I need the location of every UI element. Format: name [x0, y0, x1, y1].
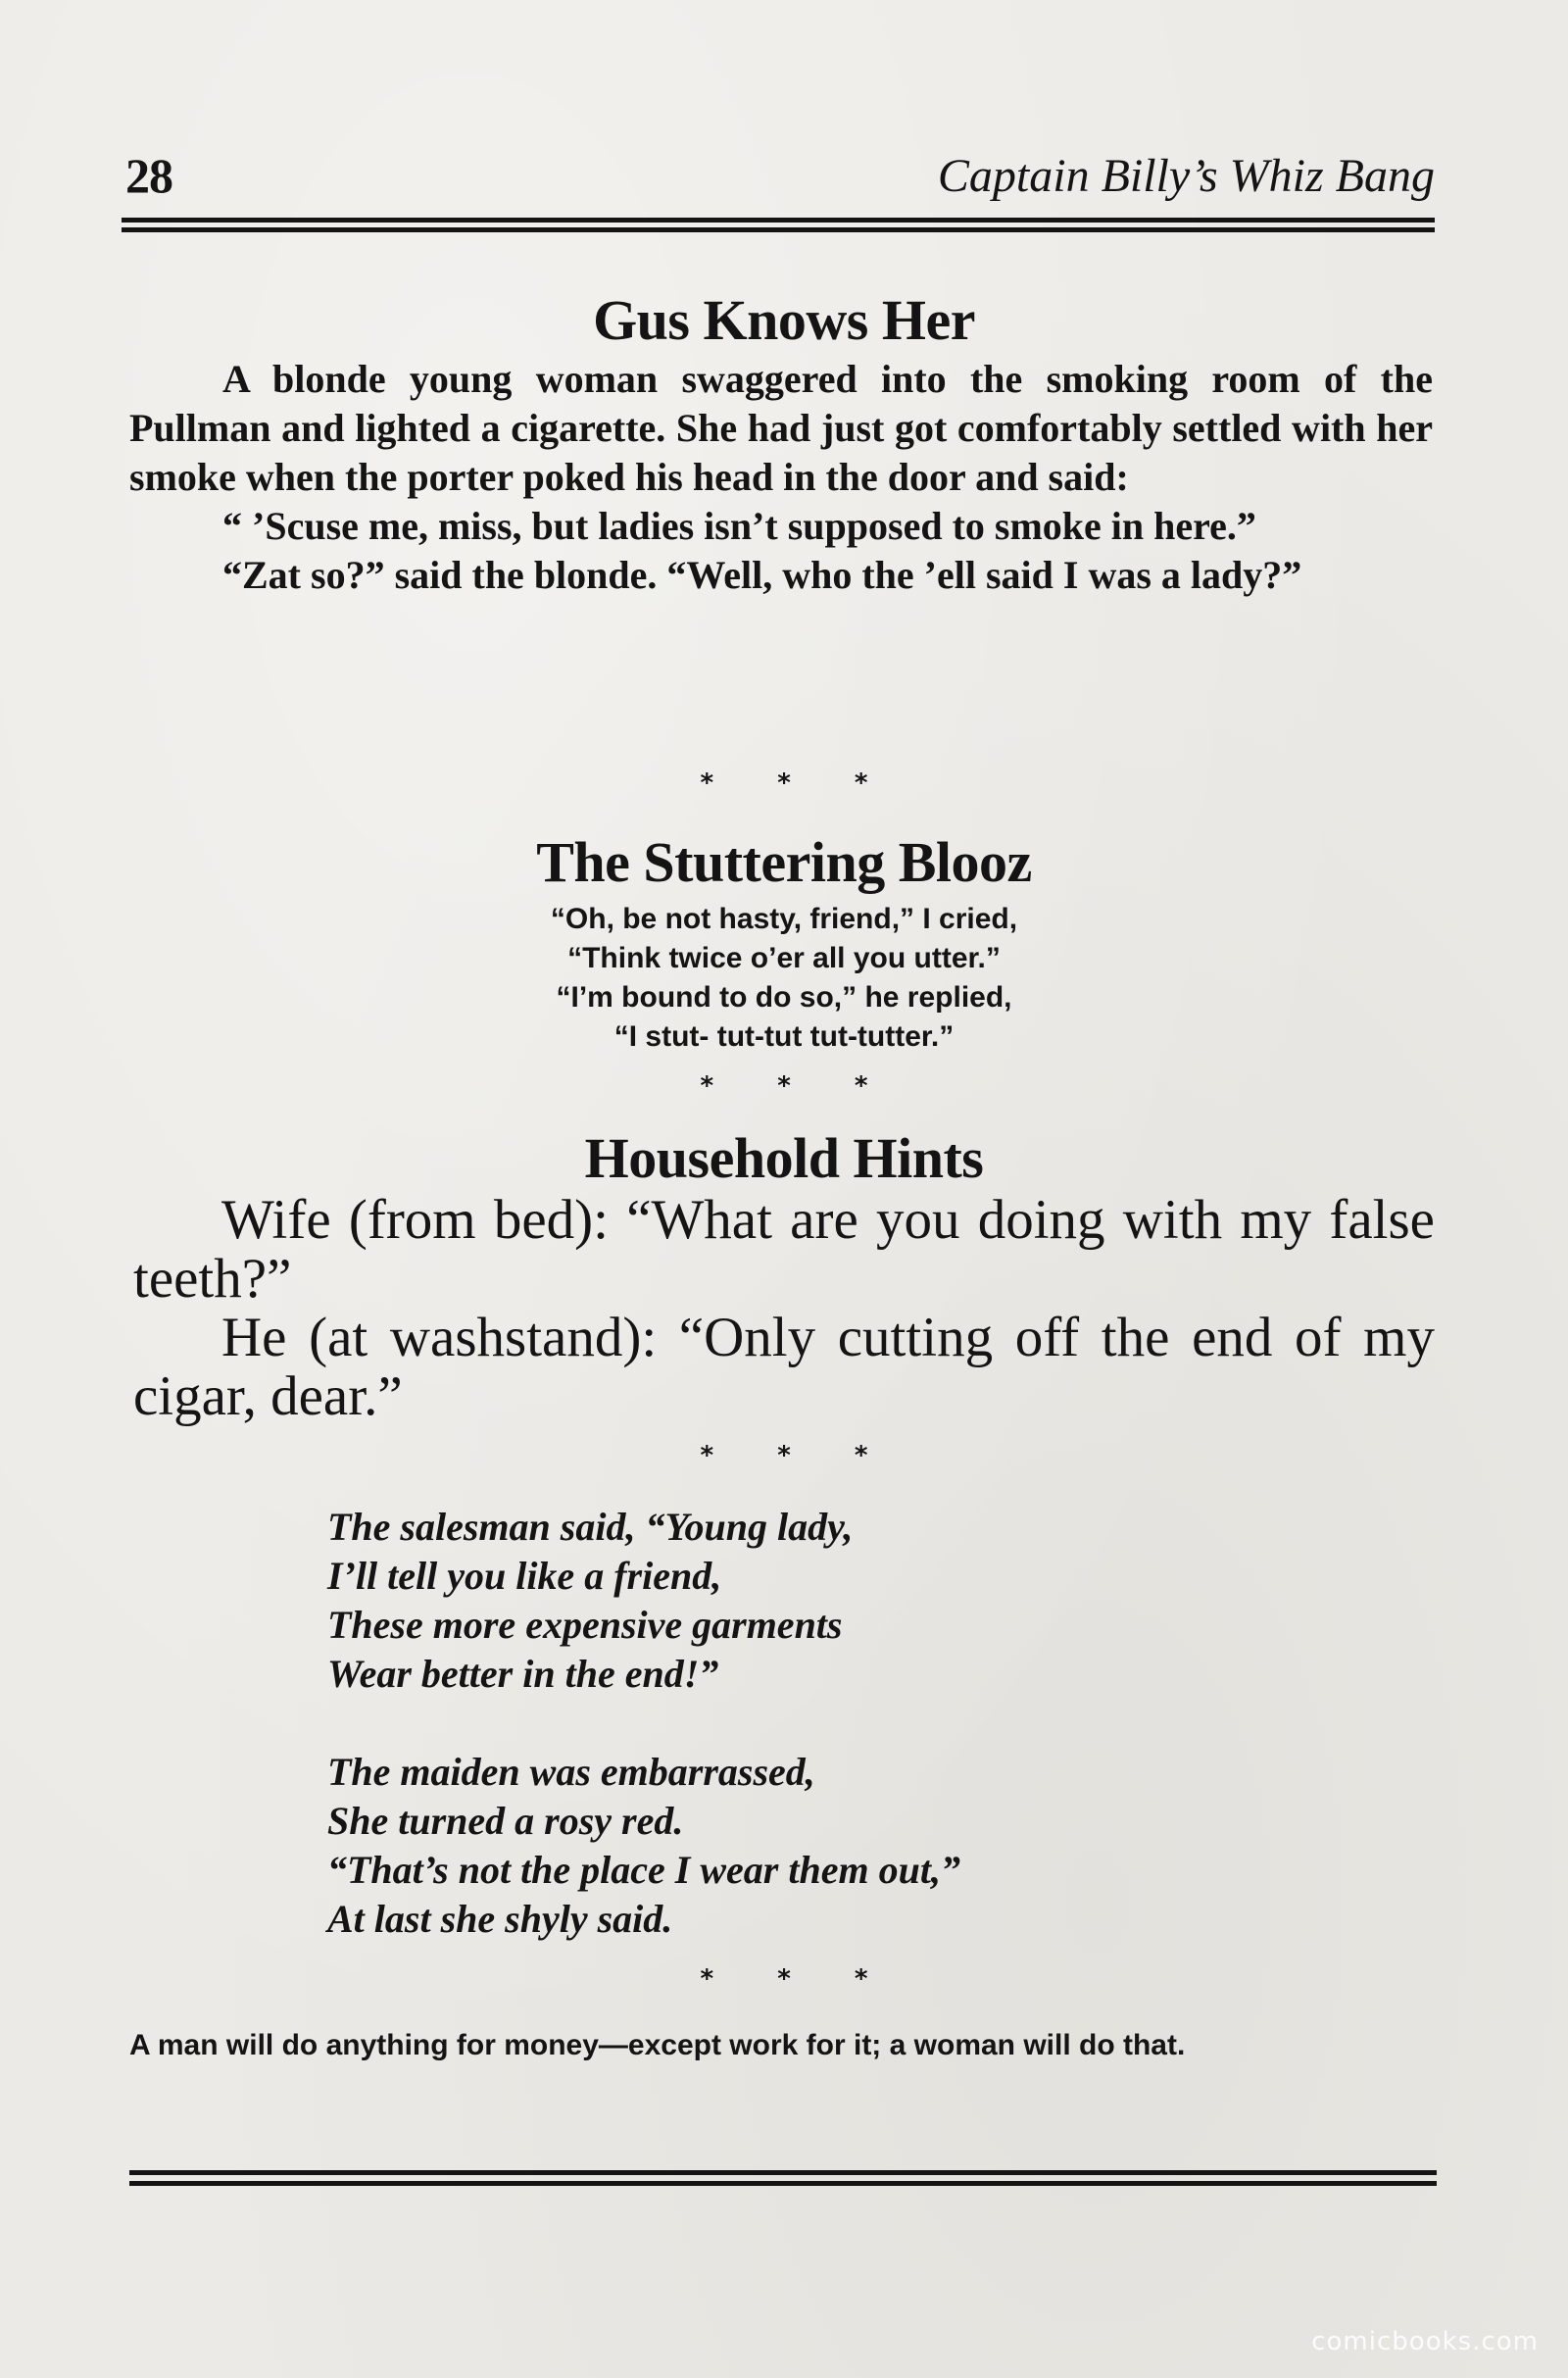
separator: * * *	[700, 1441, 868, 1470]
page-number: 28	[125, 148, 172, 203]
article-title-household-hints: Household Hints	[584, 1126, 984, 1190]
separator: * * *	[700, 1964, 868, 1994]
closing-quip: A man will do anything for money—except work for it; a woman will do that.	[129, 2029, 1186, 2061]
paragraph: “ ’Scuse me, miss, but ladies isn’t supposed to smoke in here.”	[222, 504, 1256, 548]
watermark: comicbooks.com	[1311, 2327, 1539, 2356]
verse-line: These more expensive garments	[327, 1603, 843, 1647]
article-title-stuttering-blooz: The Stuttering Blooz	[536, 830, 1032, 894]
verse-line: “Oh, be not hasty, friend,” I cried,	[550, 903, 1018, 935]
verse-line: The salesman said, “Young lady,	[327, 1505, 854, 1549]
running-title: Captain Billy’s Whiz Bang	[937, 150, 1435, 202]
paragraph: Wife (from bed): “What are you doing with my false teeth?”	[133, 1189, 1435, 1310]
verse-stuttering-blooz	[0, 900, 1568, 1057]
verse-line: “I’m bound to do so,” he replied,	[556, 981, 1012, 1014]
verse-line: “Think twice o’er all you utter.”	[567, 942, 1001, 974]
salesman-poem-stanza-2	[327, 1748, 1209, 1944]
page-header	[125, 147, 1435, 206]
salesman-poem-stanza-1	[327, 1503, 1209, 1699]
separator: * * *	[700, 768, 868, 798]
verse-line: She turned a rosy red.	[327, 1799, 684, 1843]
paragraph: A blonde young woman swaggered into the smoking room of the Pullman and lighted a cigarette. She had just got comfortably settled with her smoke when the porter poked his head in the door and said:	[129, 357, 1433, 499]
verse-line: “That’s not the place I wear them out,”	[327, 1848, 960, 1892]
article-body-gus-knows-her	[129, 355, 1433, 600]
article-body-household-hints	[133, 1191, 1435, 1426]
separator: * * *	[700, 1071, 868, 1101]
paragraph: He (at washstand): “Only cutting off the end of my cigar, dear.”	[133, 1307, 1435, 1427]
verse-line: Wear better in the end!”	[327, 1652, 719, 1696]
header-rule-top	[122, 218, 1435, 223]
header-rule-bottom	[122, 227, 1435, 232]
verse-line: I’ll tell you like a friend,	[327, 1554, 722, 1598]
verse-line: “I stut- tut-tut tut-tutter.”	[613, 1020, 955, 1053]
verse-line: The maiden was embarrassed,	[327, 1750, 815, 1794]
footer-rule-bottom	[129, 2181, 1437, 2186]
paragraph: “Zat so?” said the blonde. “Well, who the ’ell said I was a lady?”	[222, 553, 1302, 597]
article-title-gus-knows-her: Gus Knows Her	[593, 288, 975, 352]
footer-rule-top	[129, 2170, 1437, 2175]
verse-line: At last she shyly said.	[327, 1897, 673, 1941]
